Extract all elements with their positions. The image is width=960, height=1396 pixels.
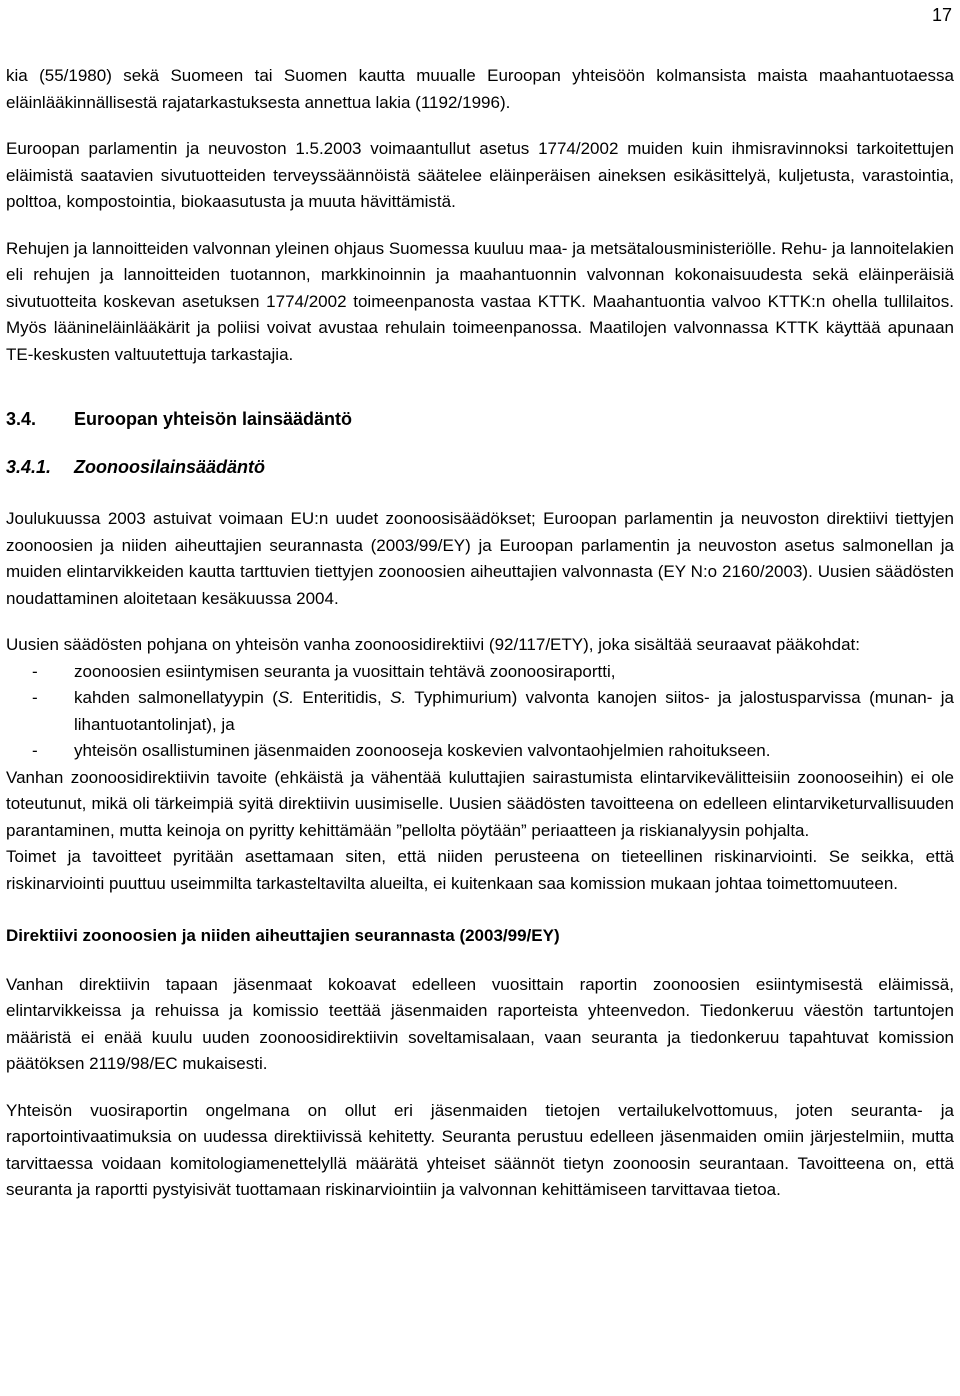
section-heading-3-4 — [6, 406, 954, 433]
directive-heading: Direktiivi zoonoosien ja niiden aiheuttajien seurannasta (2003/99/EY) — [6, 926, 560, 945]
paragraph-raportointi: Vanhan direktiivin tapaan jäsenmaat kokoavat edelleen vuosittain raportin zoonoosien esiintymisestä eläimissä, elintarvikkeissa ja rehuissa ja komissio teettää jäsenmaiden raporteista yhteenvedon. Tiedonkeruu väestön tartuntojen määristä ei enää kuulu uuden zoonoosidirektiivin soveltamisalaan, vaan seuranta ja tiedonkeruu tapahtuvat komission päätöksen 2119/98/EC mukaisesti. — [6, 974, 954, 1073]
subsection-title: Zoonoosilainsäädäntö — [74, 456, 266, 477]
paragraph-rehujen-valvonta: Rehujen ja lannoitteiden valvonnan yleinen ohjaus Suomessa kuuluu maa- ja metsätalousministeriölle. Rehu- ja lannoitelakien eli rehujen ja lannoitteiden tuotannon, markkinoinnin ja maahantuonnin valvonnan kokonaisuudesta sekä eläinperäisiä sivutuotteita koskevan asetuksen 1774/2002 toimeenpanosta vastaa KTTK. Maahantuontia valvoo KTTK:n ohella tullilaitos. Myös läänineläinlääkärit ja poliisi voivat avustaa rehulain toimeenpanossa. Maatilojen valvonnassa KTTK käyttää apunaan TE-keskusten valtuutettuja tarkastajia. — [6, 238, 954, 364]
dash-bullet: - — [32, 661, 38, 681]
dash-bullet: - — [32, 688, 38, 707]
main-points-list — [6, 659, 954, 765]
document-body — [6, 63, 954, 1204]
paragraph-vuosiraportti: Yhteisön vuosiraportin ongelmana on ollut eri jäsenmaiden tietojen vertailukelvottomuus, joten seuranta- ja raportointivaatimuksia on uudessa direktiivissä kehitetty. Seuranta perustuu edelleen jäsenmaiden omiin järjestelmiin, mutta tarvittaessa voidaan komitologiamenettelyllä määrätä yhteiset säännöt tietyn zoonoosin seurantaan. Tavoitteena on, että seuranta ja raportti pystyisivät tuottamaan riskinarviointiin ja valvonnan kehittämiseen tarvittavaa tietoa. — [6, 1100, 954, 1199]
paragraph-asetus-1774: Euroopan parlamentin ja neuvoston 1.5.2003 voimaantullut asetus 1774/2002 muiden kuin ihmisravinnoksi tarkoitettujen eläimistä saatavien sivutuotteiden terveyssäännöistä säätelee eläinperäisen aineksen esikäsittelyä, kuljetusta, varastointia, polttoa, kompostointia, biokaasutusta ja muuta hävittämistä. — [6, 139, 954, 211]
list-item-text: kahden salmonellatyypin (S. Enteritidis, S. Typhimurium) valvonta kanojen siitos- ja jalostusparvissa (munan- ja lihantuotantolinjat), ja — [74, 688, 954, 734]
section-number: 3.4. — [6, 409, 37, 429]
list-item — [6, 659, 954, 686]
paragraph-rajatarkastus: kia (55/1980) sekä Suomeen tai Suomen kautta muualle Euroopan yhteisöön kolmansista maista maahantuotaessa eläinlääkinnällisestä rajatarkastuksesta annettua lakia (1192/1996). — [6, 66, 954, 112]
section-title: Euroopan yhteisön lainsäädäntö — [74, 409, 353, 429]
list-item — [6, 738, 954, 765]
section-heading-3-4-1 — [6, 454, 954, 481]
paragraph-vanha-direktiivi: Uusien säädösten pohjana on yhteisön vanha zoonoosidirektiivi (92/117/ETY), joka sisältää seuraavat pääkohdat: — [6, 635, 861, 654]
list-item-text: zoonoosien esiintymisen seuranta ja vuosittain tehtävä zoonoosiraportti, — [74, 661, 616, 681]
page-number: 17 — [931, 5, 952, 25]
list-item-text: yhteisön osallistuminen jäsenmaiden zoonooseja koskevien valvontaohjelmien rahoitukseen. — [74, 741, 771, 760]
paragraph-riskinarviointi: Toimet ja tavoitteet pyritään asettamaan siten, että niiden perusteena on tieteellinen riskinarviointi. Se seikka, että riskinarviointi puuttuu useimmilta tarkasteltavilta alueilta, ei kuitenkaan saa komission mukaan johtaa toimettomuuteen. — [6, 847, 954, 893]
paragraph-zoonoosisaadokset: Joulukuussa 2003 astuivat voimaan EU:n uudet zoonoosisäädökset; Euroopan parlamentin ja neuvoston direktiivi tiettyjen zoonoosien ja niiden aiheuttajien seurannasta (2003/99/EY) ja Euroopan parlamentin ja neuvoston asetus salmonellan ja muiden elintarvikkeiden kautta tarttuvien tiettyjen zoonoosien aiheuttajien valvonnasta (EY N:o 2160/2003). Uusien säädösten noudattaminen aloitetaan kesäkuussa 2004. — [6, 509, 954, 608]
paragraph-tavoite: Vanhan zoonoosidirektiivin tavoite (ehkäistä ja vähentää kuluttajien sairastumista elintarvikevälitteisiin zoonooseihin) ei ole toteutunut, mikä oli tärkeimpiä syitä direktiivin uusimiselle. Uusien säädösten tavoitteena on edelleen elintarviketurvallisuuden parantaminen, mutta keinoja on pyritty kehittämään ”pellolta pöytään” periaatteen ja riskianalyysin pohjalta. — [6, 767, 954, 840]
dash-bullet: - — [32, 741, 38, 760]
subsection-number: 3.4.1. — [6, 456, 52, 477]
list-item — [6, 685, 954, 738]
